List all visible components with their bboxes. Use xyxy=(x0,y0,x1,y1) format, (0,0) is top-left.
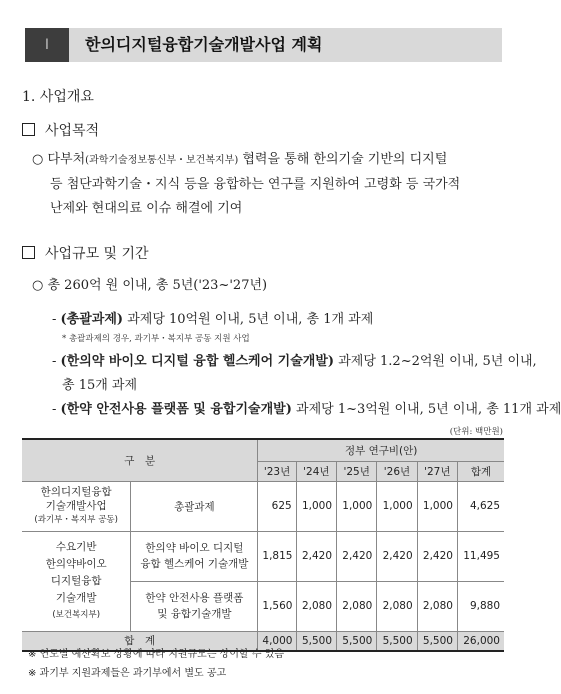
group-line: 수요기반 xyxy=(55,540,97,553)
unit-label: (단위: 백만원) xyxy=(449,427,503,437)
group-note: (과기부・복지부 공동) xyxy=(34,515,118,525)
budget-table xyxy=(22,438,504,652)
group-cell xyxy=(22,531,131,631)
table-header-row xyxy=(22,439,504,461)
group-line: 디지털융합 xyxy=(50,574,102,587)
group-note: (보건복지부) xyxy=(52,609,101,620)
purpose-heading xyxy=(22,120,99,140)
purpose-line1-rest: 협력을 통해 한의기술 기반의 디지털 xyxy=(238,152,448,167)
purpose-line-3: 난제와 현대의료 이슈 해결에 기여 xyxy=(50,201,243,216)
year-header: '23년 xyxy=(258,461,296,481)
total-value: 26,000 xyxy=(457,631,504,651)
scale-item-1: - (총괄과제) 과제당 10억원 이내, 5년 이내, 총 1개 과제 xyxy=(52,312,374,327)
cell-value: 2,080 xyxy=(417,581,457,631)
scale-note: * 총괄과제의 경우, 과기부・복지부 공동 지원 사업 xyxy=(62,334,250,344)
cell-value: 1,000 xyxy=(296,481,336,531)
purpose-line-2: 등 첨단과학기술・지식 등을 융합하는 연구를 지원하여 고령화 등 국가적 xyxy=(50,177,461,192)
total-value: 4,000 xyxy=(258,631,296,651)
purpose-heading-text: 사업목적 xyxy=(45,123,100,139)
year-header: '27년 xyxy=(417,461,457,481)
year-header: '25년 xyxy=(337,461,377,481)
cell-value: 1,815 xyxy=(258,531,296,581)
section-heading: 1. 사업개요 xyxy=(22,89,94,105)
scale-item-2: - (한의약 바이오 디지털 융합 헬스케어 기술개발) 과제당 1.2~2억원 이내, 5년 이내, xyxy=(52,354,537,369)
row-name-line: 융합 헬스케어 기술개발 xyxy=(140,558,249,570)
cell-value: 1,000 xyxy=(337,481,377,531)
cell-total: 9,880 xyxy=(457,581,504,631)
purpose-lead-note: (과학기술정보통신부・보건복지부) xyxy=(85,155,239,166)
total-value: 5,500 xyxy=(417,631,457,651)
header-category: 구 분 xyxy=(22,439,258,481)
total-header: 합계 xyxy=(457,461,504,481)
group-line: 한의약바이오 xyxy=(45,557,107,570)
table-row xyxy=(22,531,504,581)
cell-total: 4,625 xyxy=(457,481,504,531)
group-line: 기술개발사업 xyxy=(45,500,107,512)
total-value: 5,500 xyxy=(296,631,336,651)
group-cell xyxy=(22,481,131,531)
cell-value: 2,080 xyxy=(337,581,377,631)
year-header: '26년 xyxy=(377,461,417,481)
scale-heading xyxy=(22,243,149,263)
cell-value: 2,080 xyxy=(377,581,417,631)
cell-value: 1,000 xyxy=(417,481,457,531)
scale-item-label: (한약 안전사용 플랫폼 및 융합기술개발) xyxy=(60,402,292,417)
purpose-paragraph xyxy=(32,148,507,221)
scale-item-text: 과제당 1.2~2억원 이내, 5년 이내, xyxy=(334,354,537,369)
total-label: 합 계 xyxy=(22,631,258,651)
year-header: '24년 xyxy=(296,461,336,481)
purpose-line-1 xyxy=(32,148,507,173)
cell-value: 625 xyxy=(258,481,296,531)
page-title: 한의디지털융합기술개발사업 계획 xyxy=(85,35,323,54)
cell-value: 2,420 xyxy=(296,531,336,581)
table-row xyxy=(22,481,504,531)
scale-heading-text: 사업규모 및 기간 xyxy=(45,246,149,262)
row-name: 총괄과제 xyxy=(131,481,258,531)
footnote: ※ 연도별 예산확보 상황에 따라 지원규모는 상이할 수 있음 xyxy=(28,649,284,660)
total-value: 5,500 xyxy=(377,631,417,651)
cell-value: 1,000 xyxy=(377,481,417,531)
scale-summary-text: 총 260억 원 이내, 총 5년('23~'27년) xyxy=(47,278,268,293)
scale-item-text: 과제당 10억원 이내, 5년 이내, 총 1개 과제 xyxy=(123,312,374,327)
square-bullet-icon xyxy=(22,246,35,259)
scale-summary xyxy=(32,274,267,293)
cell-total: 11,495 xyxy=(457,531,504,581)
square-bullet-icon xyxy=(22,123,35,136)
cell-value: 1,560 xyxy=(258,581,296,631)
row-name-line: 한약 안전사용 플랫폼 xyxy=(145,592,244,604)
group-line: 한의디지털융합 xyxy=(40,486,112,498)
total-value: 5,500 xyxy=(337,631,377,651)
circle-bullet-icon: ○ xyxy=(32,278,44,293)
scale-item-3: - (한약 안전사용 플랫폼 및 융합기술개발) 과제당 1~3억원 이내, 5년 이내, 총 11개 과제 xyxy=(52,402,561,417)
cell-value: 2,420 xyxy=(337,531,377,581)
scale-item-label: (한의약 바이오 디지털 융합 헬스케어 기술개발) xyxy=(60,354,335,369)
cell-value: 2,080 xyxy=(296,581,336,631)
purpose-lead: 다부처 xyxy=(47,152,86,167)
cell-value: 2,420 xyxy=(377,531,417,581)
row-name-line: 한의약 바이오 디지털 xyxy=(145,542,244,554)
title-banner xyxy=(25,28,502,62)
footnote: ※ 과기부 지원과제들은 과기부에서 별도 공고 xyxy=(28,668,227,679)
scale-item-text: 과제당 1~3억원 이내, 5년 이내, 총 11개 과제 xyxy=(291,402,561,417)
row-name xyxy=(131,531,258,581)
header-budget: 정부 연구비(안) xyxy=(258,439,504,461)
scale-item-2-cont: 총 15개 과제 xyxy=(62,378,138,393)
row-name xyxy=(131,581,258,631)
cell-value: 2,420 xyxy=(417,531,457,581)
row-name-line: 및 융합기술개발 xyxy=(157,608,232,620)
banner-number: Ⅰ xyxy=(44,37,50,53)
group-line: 기술개발 xyxy=(55,591,97,604)
scale-item-label: (총괄과제) xyxy=(60,312,124,327)
circle-bullet-icon: ○ xyxy=(32,152,44,167)
